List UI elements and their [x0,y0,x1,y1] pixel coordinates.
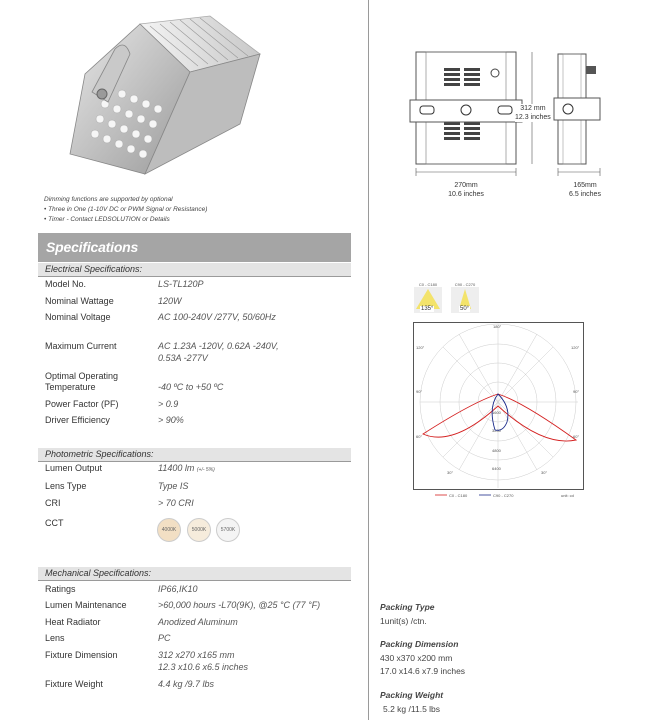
legend-c90: C90 - C270 [493,493,514,498]
mechanical-heading: Mechanical Specifications: [45,568,152,578]
dimension-drawing [408,42,614,182]
polar-angle-30: 30° [447,470,454,475]
lumen-value: 11400 lm [158,463,195,473]
spec-label: Power Factor (PF) [45,399,119,409]
beam-c90-angle: 50° [460,306,470,312]
polar-unit: unit: cd [561,493,574,498]
spec-value: 312 x270 x165 mm [158,650,235,660]
spec-value: > 90% [158,415,184,425]
spec-value-line2: 12.3 x10.6 x6.5 inches [158,662,249,672]
spec-label: Fixture Weight [45,679,103,689]
spec-label: Lumen Maintenance [45,600,127,610]
height-in: 12.3 inches [515,114,551,121]
polar-ring-6400: 6400 [492,466,501,471]
spec-value: >60,000 hours -L70(9K), @25 °C (77 °F) [158,600,321,610]
spec-label: Heat Radiator [45,617,101,627]
packing-type-value: 1unit(s) /ctn. [380,616,427,626]
polar-ring-1600: 1600 [492,410,501,415]
spec-value: AC 1.23A -120V, 0.62A -240V, [158,341,279,351]
spec-value: IP66,IK10 [158,584,198,594]
spec-label: Nominal Wattage [45,296,114,306]
spec-value: Anodized Aluminum [158,617,238,627]
depth-mm: 165mm [573,182,597,189]
cct-option-5000k: 5000K [187,518,211,542]
photometric-section-header [38,448,351,462]
cct-option-5700k: 5700K [216,518,240,542]
specifications-header [38,233,351,262]
width-in: 10.6 inches [448,191,484,198]
lumen-tolerance: (+/- 5%) [196,467,215,473]
width-mm: 270mm [454,182,478,189]
photometric-heading: Photometric Specifications: [45,449,154,459]
depth-dimension [560,181,610,199]
polar-angle-180: 180° [493,324,502,329]
specifications-title: Specifications [46,239,139,255]
polar-angle-90: 90° [416,389,423,394]
electrical-section-header [38,263,351,277]
spec-value: -40 ºC to +50 ºC [158,382,224,392]
spec-label: Fixture Dimension [45,650,118,660]
beam-c0-name: C0 - C180 [418,282,438,287]
mechanical-section-header [38,567,351,581]
spec-label: Lens [45,633,65,643]
polar-ring-3200: 3200 [492,428,501,433]
polar-angle-120r: 120° [571,345,580,350]
packing-weight-title: Packing Weight [380,690,444,700]
electrical-heading: Electrical Specifications: [45,264,143,274]
spec-label: CCT [45,518,64,528]
packing-type-title: Packing Type [380,602,435,612]
beam-c90-name: C90 - C270 [454,282,476,287]
polar-angle-120: 120° [416,345,425,350]
polar-ring-4800: 4800 [492,448,501,453]
polar-angle-60r: 60° [573,434,580,439]
spec-label: CRI [45,498,61,508]
depth-in: 6.5 inches [569,191,601,198]
spec-label: Driver Efficiency [45,415,110,425]
spec-value-line2: 0.53A -277V [158,353,208,363]
height-mm: 312 mm [520,105,546,112]
beam-c0-angle: 135° [421,306,434,312]
product-photo [40,14,270,189]
spec-value: AC 100-240V /277V, 50/60Hz [158,312,276,322]
dimming-notes [44,195,207,225]
note-line: Dimming functions are supported by optional [44,196,173,203]
polar-plot [413,322,584,500]
spec-label: Maximum Current [45,341,117,351]
spec-label: Model No. [45,279,87,289]
packing-dimension-title: Packing Dimension [380,639,459,649]
spec-value: 120W [158,296,182,306]
note-line: • Three in One (1-10V DC or PWM Signal or Resistance) [44,206,208,213]
spec-value: > 70 CRI [158,498,194,508]
polar-angle-30r: 30° [541,470,548,475]
spec-value: 4.4 kg /9.7 lbs [158,679,215,689]
height-dimension [515,104,551,122]
spec-label-line2: Temperature [45,382,96,392]
spec-value [158,463,215,476]
spec-label: Ratings [45,584,76,594]
beam-icon-c0 [414,282,442,314]
spec-value: LS-TL120P [158,279,204,289]
spec-value: > 0.9 [158,399,179,409]
spec-value: Type IS [158,481,189,491]
packing-weight-value: 5.2 kg /11.5 lbs [383,704,441,714]
cct-option-4000k: 4000K [157,518,181,542]
note-line: • Timer - Contact LEDSOLUTION or Details [44,216,170,223]
beam-icon-c90 [451,282,479,314]
spec-label: Nominal Voltage [45,312,111,322]
spec-label: Optimal Operating [45,371,119,381]
legend-c0: C0 - C180 [449,493,468,498]
spec-value: PC [158,633,171,643]
polar-angle-60: 60° [416,434,423,439]
packing-dimension-value-inches: 17.0 x14.6 x7.9 inches [380,666,466,676]
width-dimension [436,181,496,199]
packing-dimension-value: 430 x370 x200 mm [380,653,453,663]
spec-label: Lens Type [45,481,87,491]
spec-label: Lumen Output [45,463,103,473]
column-divider [368,0,369,720]
polar-angle-90r: 90° [573,389,580,394]
